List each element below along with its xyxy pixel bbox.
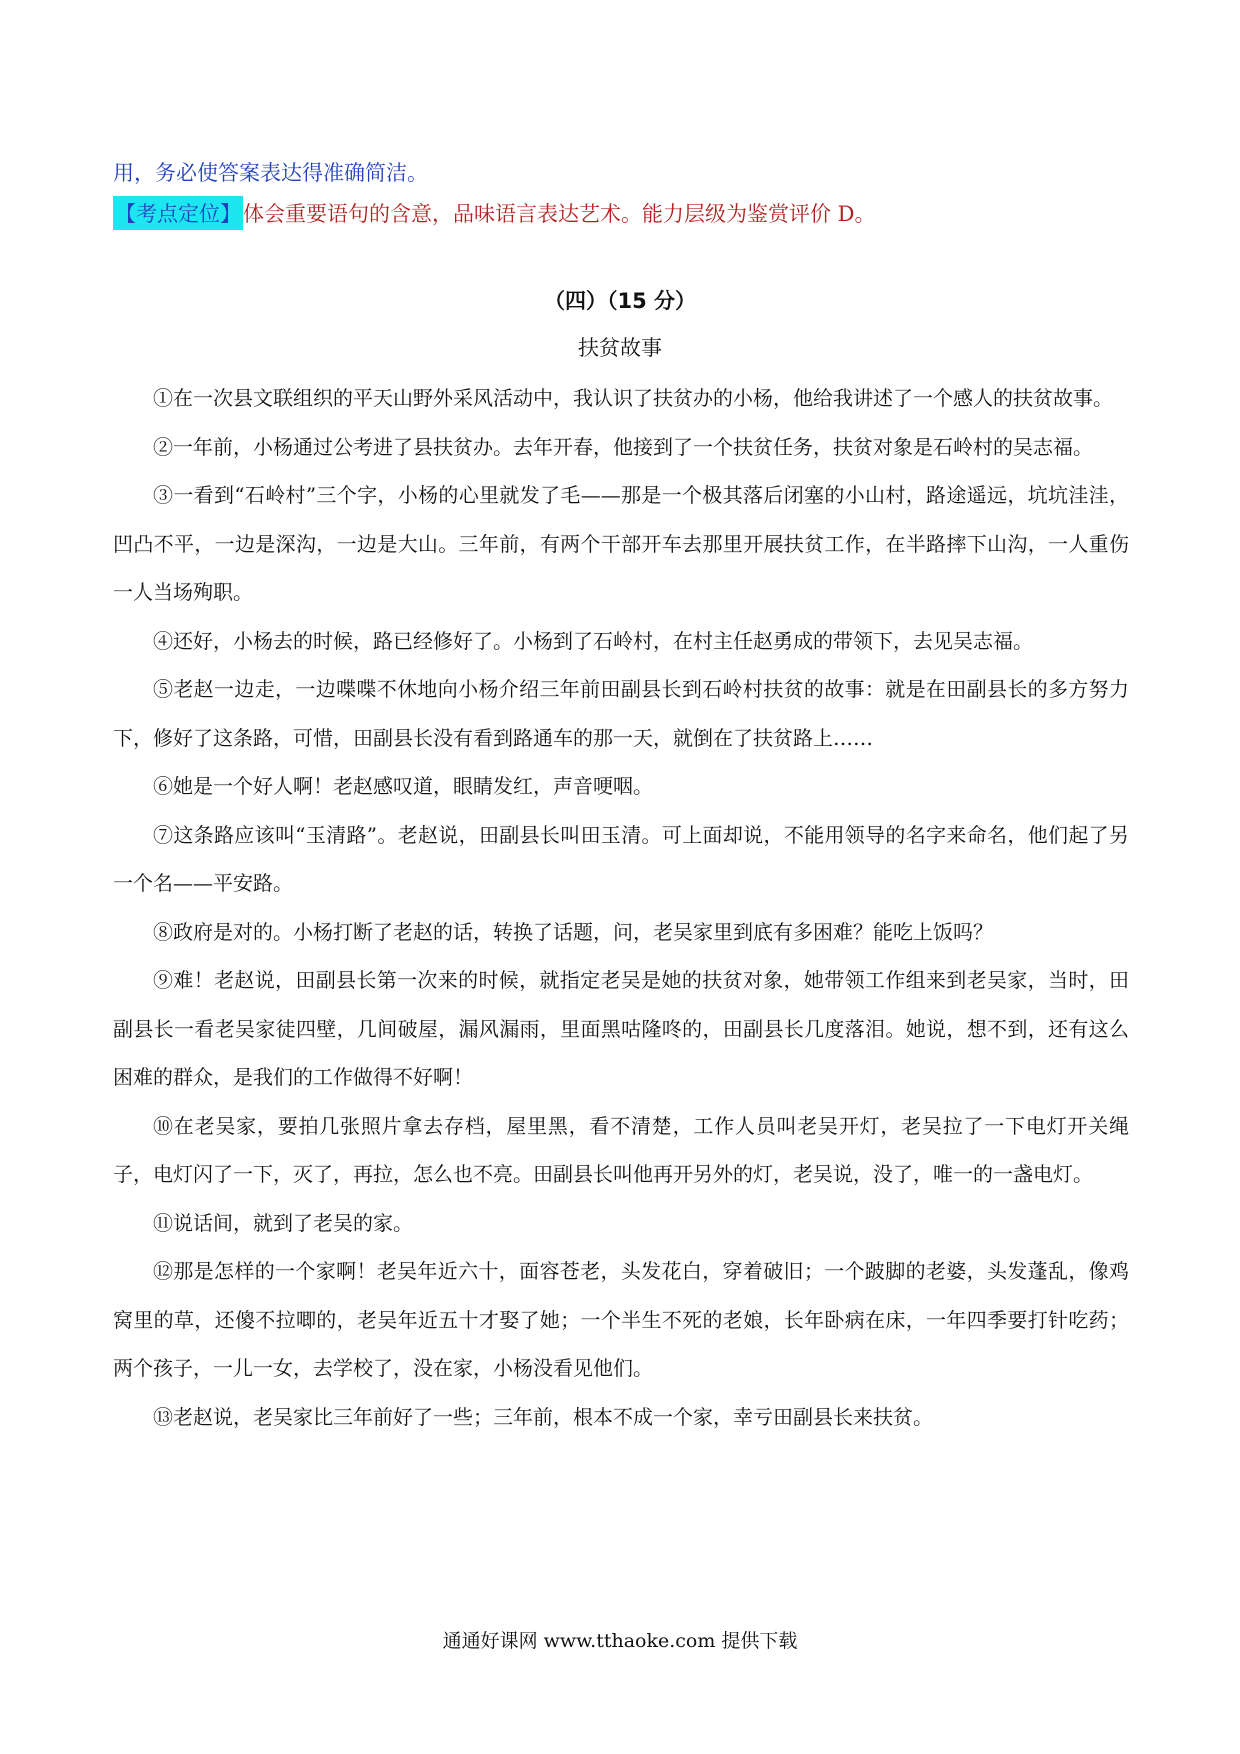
kaodian-tag: 【考点定位】 [113,196,243,230]
kaodian-text: 体会重要语句的含意，品味语言表达艺术。能力层级为鉴赏评价 D。 [243,202,876,226]
paragraph: ④还好，小杨去的时候，路已经修好了。小杨到了石岭村，在村主任赵勇成的带领下，去见吴志福。 [153,628,1033,653]
paragraph: ③一看到“石岭村”三个字，小杨的心里就发了毛——那是一个极其落后闭塞的小山村，路途遥远，坑坑洼洼，凹凸不平，一边是深沟，一边是大山。三年前，有两个干部开车去那里开展扶贫工作，在半路摔下山沟，一人重伤一人当场殉职。 [113,483,1129,604]
paragraph: ⑥她是一个好人啊！老赵感叹道，眼睛发红，声音哽咽。 [153,774,653,798]
section-heading: （四）（15 分） [543,289,697,313]
paragraph: ⑬老赵说，老吴家比三年前好了一些；三年前，根本不成一个家，幸亏田副县长来扶贫。 [153,1404,933,1429]
kaodian-line [113,196,876,230]
paragraph: ⑪说话间，就到了老吴的家。 [153,1210,413,1235]
paragraph: ⑤老赵一边走，一边喋喋不休地向小杨介绍三年前田副县长到石岭村扶贫的故事：就是在田副县长的多方努力下，修好了这条路，可惜，田副县长没有看到路通车的那一天，就倒在了扶贫路上…… [113,677,1129,750]
paragraph: ⑨难！老赵说，田副县长第一次来的时候，就指定老吴是她的扶贫对象，她带领工作组来到老吴家，当时，田副县长一看老吴家徒四壁，几间破屋，漏风漏雨，里面黑咕隆咚的，田副县长几度落泪。她说，想不到，还有这么困难的群众，是我们的工作做得不好啊！ [113,968,1129,1089]
paragraph: ①在一次县文联组织的平天山野外采风活动中，我认识了扶贫办的小杨，他给我讲述了一个感人的扶贫故事。 [153,386,1113,410]
page-footer: 通通好课网 www.tthaoke.com 提供下载 [442,1630,798,1652]
paragraph: ②一年前，小杨通过公考进了县扶贫办。去年开春，他接到了一个扶贫任务，扶贫对象是石岭村的吴志福。 [153,434,1093,459]
answer-note-continuation: 用，务必使答案表达得准确简洁。 [113,161,428,185]
paragraph: ⑫那是怎样的一个家啊！老吴年近六十，面容苍老，头发花白，穿着破旧；一个跛脚的老婆，头发蓬乱，像鸡窝里的草，还傻不拉唧的，老吴年近五十才娶了她；一个半生不死的老娘，长年卧病在床，一年四季要打针吃药；两个孩子，一儿一女，去学校了，没在家，小杨没看见他们。 [113,1259,1129,1380]
article-title: 扶贫故事 [578,336,662,360]
paragraph: ⑧政府是对的。小杨打断了老赵的话，转换了话题，问，老吴家里到底有多困难？能吃上饭吗？ [153,919,993,944]
paragraph: ⑩在老吴家，要拍几张照片拿去存档，屋里黑，看不清楚，工作人员叫老吴开灯，老吴拉了一下电灯开关绳子，电灯闪了一下，灭了，再拉，怎么也不亮。田副县长叫他再开另外的灯，老吴说，没了，唯一的一盏电灯。 [113,1113,1129,1186]
article-body [113,374,1129,1441]
paragraph: ⑦这条路应该叫“玉清路”。老赵说，田副县长叫田玉清。可上面却说，不能用领导的名字来命名，他们起了另一个名——平安路。 [113,822,1129,895]
